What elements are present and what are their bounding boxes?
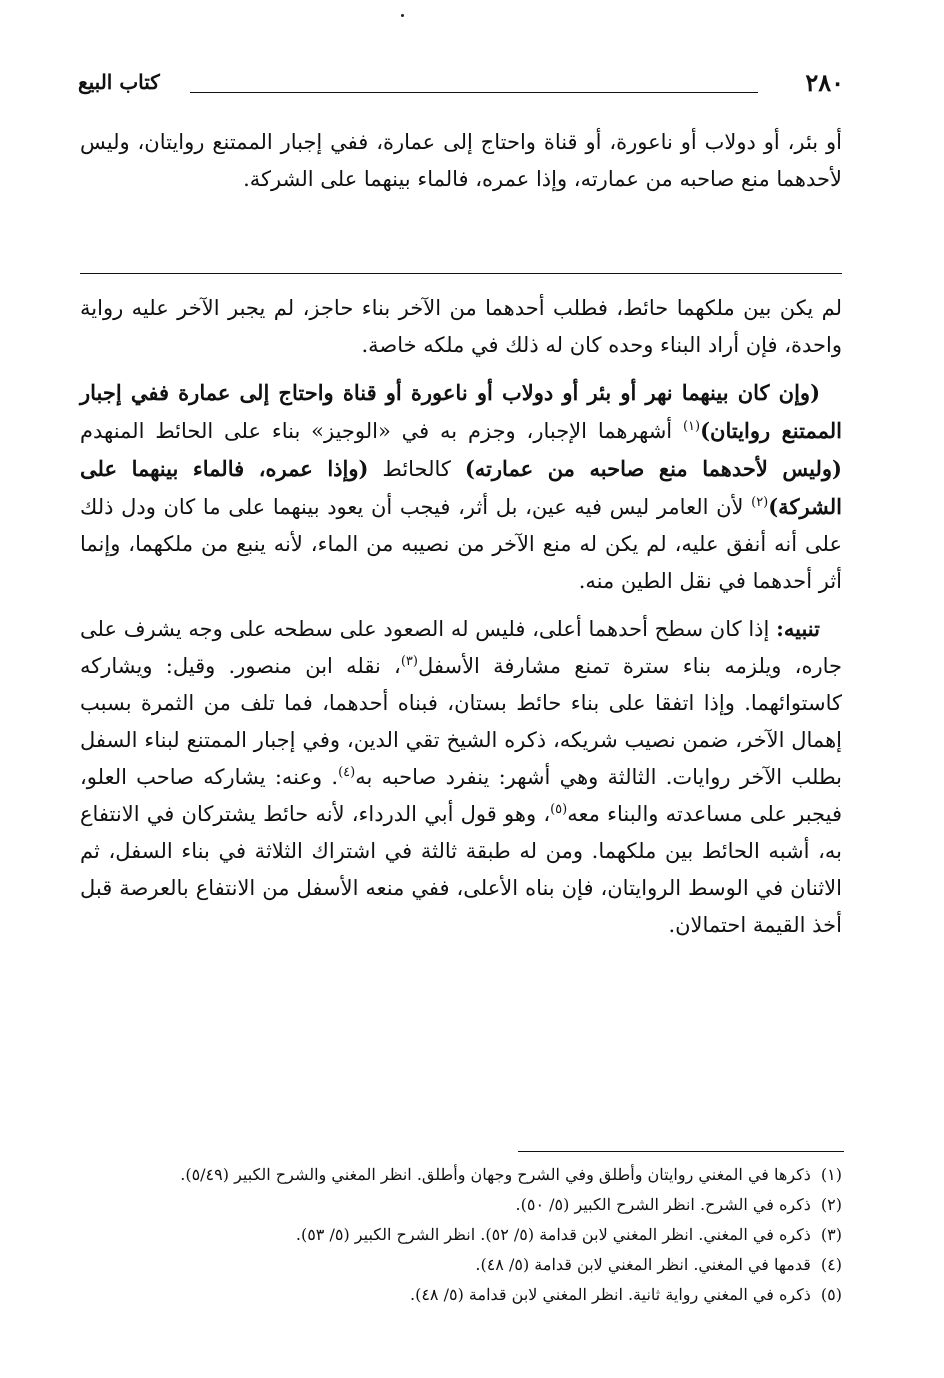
- footnote-4: [80, 1250, 842, 1280]
- footnote-text: قدمها في المغني. انظر المغني لابن قدامة (٥/ ٤٨).: [475, 1255, 811, 1274]
- footnote-text: ذكره في المغني. انظر المغني لابن قدامة (٥/ ٥٢). انظر الشرح الكبير (٥/ ٥٣).: [295, 1225, 811, 1244]
- footnote-5: [80, 1280, 842, 1310]
- footnote-text: ذكرها في المغني روايتان وأطلق وفي الشرح وجهان وأطلق. انظر المغني والشرح الكبير (٥/٤٩).: [180, 1165, 811, 1184]
- commentary-text: . وعنه: يشاركه صاحب العلو، فيجبر على مساعدته والبناء معه: [80, 765, 842, 826]
- book-title: كتاب البيع: [78, 70, 160, 94]
- matn-text: [80, 124, 842, 198]
- note-lead: تنبيه:: [776, 616, 820, 641]
- matn-line-3: الشركة.: [243, 167, 314, 191]
- footnotes: [80, 1160, 842, 1310]
- matn-separator: [80, 273, 842, 274]
- commentary-text: ، نقله ابن منصور. وقيل: ويشاركه كاستوائهما. وإذا اتفقا على بناء حائط بستان، فبناه أحدهما، فما تلف من الثمرة بسبب إهمال الآخر، ضمن نصيب شريكه، ذكره الشيخ تقي الدين، وفي إجبار الممتنع لبناء السفل بطلب الآخر روايات. الثالثة وهي أشهر: ينفرد صاحبه به: [80, 654, 842, 789]
- footnote-2: [80, 1190, 842, 1220]
- footnote-number: (٢): [820, 1195, 842, 1214]
- sharh-paragraph-1: لم يكن بين ملكهما حائط، فطلب أحدهما من الآخر بناء حاجز، لم يجبر الآخر عليه رواية واحدة، فإن أراد البناء وحده كان له ذلك في ملكه خاصة.: [80, 296, 842, 357]
- footnote-ref-4: (٤): [338, 765, 356, 780]
- sharh-paragraph-3: [80, 610, 842, 944]
- footnote-ref-3: (٣): [400, 654, 418, 669]
- footnote-number: (١): [820, 1165, 842, 1184]
- footnote-text: ذكره في المغني رواية ثانية. انظر المغني لابن قدامة (٥/ ٤٨).: [410, 1285, 811, 1304]
- sharh-text: [80, 290, 842, 944]
- commentary-text: إذا كان سطح أحدهما أعلى، فليس له الصعود على سطحه على وجه يشرف على جاره، ويلزمه بناء سترة تمنع مشارفة الأسفل: [80, 617, 842, 678]
- footnote-number: (٣): [820, 1225, 842, 1244]
- quoted-matn: (وإن كان بينهما نهر أو بئر أو دولاب أو ناعورة أو قناة واحتاج إلى عمارة ففي إجبار الممتنع روايتان): [80, 380, 842, 443]
- quoted-matn: (وليس لأحدهما منع صاحبه من عمارته): [464, 456, 842, 481]
- footnote-1: [80, 1160, 842, 1190]
- footnote-3: [80, 1220, 842, 1250]
- page-header: [78, 68, 844, 104]
- footnote-number: (٥): [820, 1285, 842, 1304]
- footnote-number: (٤): [820, 1255, 842, 1274]
- footnote-ref-1: (١): [682, 419, 701, 434]
- header-rule: [190, 92, 758, 93]
- matn-line-1: أو بئر، أو دولاب أو ناعورة، أو قناة واحتاج إلى عمارة، ففي إجبار الممتنع: [212, 130, 842, 154]
- matn-line-2: روايتان، وليس لأحدهما منع صاحبه من عمارته، وإذا عمره، فالماء بينهما على: [80, 130, 842, 191]
- page-speck: [401, 14, 404, 17]
- commentary-text: أشهرهما الإجبار، وجزم به في «الوجيز» بناء على الحائط المنهدم: [80, 419, 683, 443]
- commentary-text: ، وهو قول أبي الدرداء، لأنه حائط يشتركان في الانتفاع به، أشبه الحائط بين ملكهما. ومن له طبقة ثالثة في اشتراك الثلاثة في بناء السفل، ثم الاثنان في الوسط الروايتان، فإن بناه الأعلى، ففي منعه الأسفل من الانتفاع بالعرصة قبل أخذ القيمة احتمالان.: [80, 802, 842, 937]
- footnote-separator: [518, 1151, 844, 1152]
- sharh-paragraph-2: [80, 374, 842, 600]
- commentary-text: كالحائط: [368, 457, 465, 481]
- page-number: ٢٨٠: [805, 68, 844, 97]
- quoted-matn: (وإذا عمره، فالماء بينهما على الشركة): [80, 456, 842, 519]
- footnote-ref-5: (٥): [550, 802, 568, 817]
- footnote-text: ذكره في الشرح. انظر الشرح الكبير (٥/ ٥٠).: [515, 1195, 811, 1214]
- commentary-text: لأن العامر ليس فيه عين، بل أثر، فيجب أن يعود بينهما على ما كان ودل ذلك على أنه أنفق عليه، لم يكن له منع الآخر من نصيبه من الماء، لأنه ينبع من ملكهما، وإنما أثر أحدهما في نقل الطين منه.: [80, 495, 842, 593]
- footnote-ref-2: (٢): [751, 495, 769, 510]
